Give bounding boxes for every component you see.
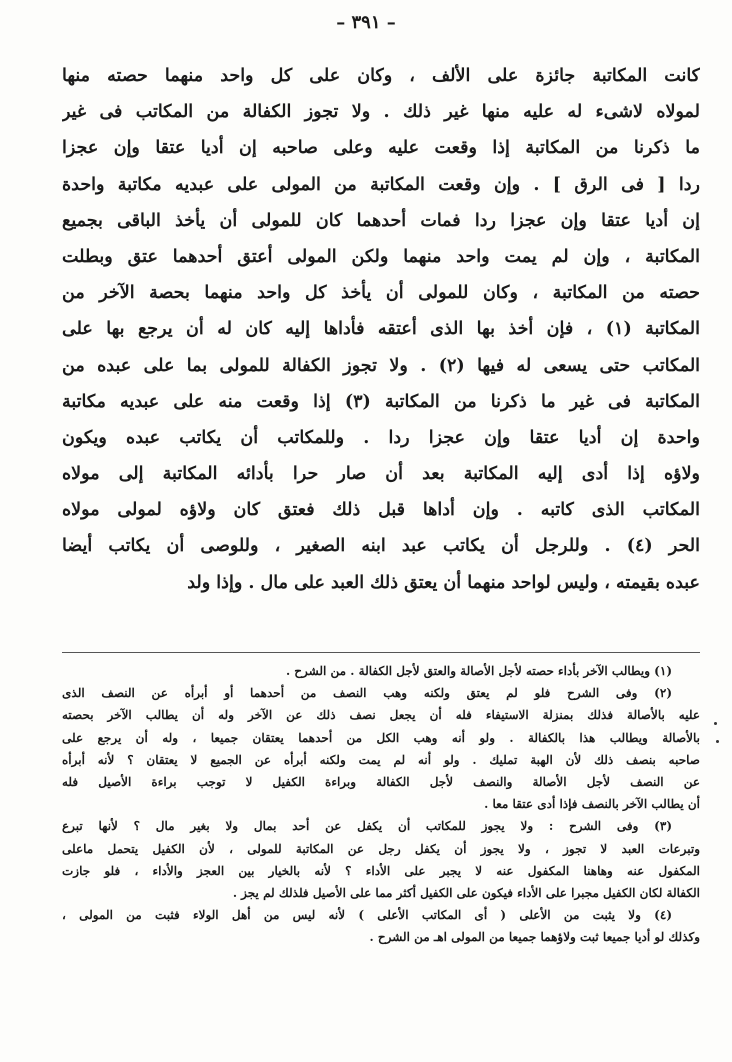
main-text-line: المكاتبة ، وإن لم يمت واحد منهما ولكن المولى أعتق أحدهما عتق وبطلت [62,246,700,267]
footnote-line: الكفالة لكان الكفيل مجبرا على الأداء فيكون على الكفيل أكثر مما على الأصيل فلذلك لم يجز . [232,885,700,900]
footnote-line: المكفول عنه وهاهنا المكفول عنه لا يجبر على الأداء ؟ لأنه بالخيار بين العجز والأداء ، فلو جازت [62,863,700,878]
main-text-line: المكاتب الذى كاتبه . وإن أداها قبل ذلك فعتق كان ولاؤه لمولى مولاه [62,500,700,521]
main-text-line: ما ذكرنا من المكاتبة إذا وقعت عليه وعلى صاحبه إن أديا عتقا وإن عجزا [62,138,700,159]
main-text-line: ردا [ فى الرق ] . وإن وقعت المكاتبة من المولى على عبديه مكاتبة واحدة [62,174,700,195]
footnotes-block [62,660,700,948]
footnote-line: أن يطالب الآخر بالنصف فإذا أدى عتقا معا . [484,797,700,812]
footnote-line: صاحبه بنصف ذلك لأن الهبة تمليك . ولو أنه لم يمت ولكنه أبرأه عن الجميع لا يعتقان ؟ لأنه أبرأه [62,752,700,767]
footnote-line: عن النصف لأجل الأصالة والنصف لأجل الكفالة وبراءة الكفيل لا توجب براءة الأصيل فله [62,774,700,789]
footnote-line: (٤) ولا يثبت من الأعلى ( أى المكاتب الأعلى ) لأنه ليس من أهل الولاء فثبت من المولى ، [62,908,672,923]
footnote-line: عليه بالأصالة فذلك بمنزلة الاستيفاء فله أن يجعل نصف ذلك عن الآخر وله أن يطالب الآخر بحصته [62,708,700,723]
page-number: – ٣٩١ – [336,12,396,33]
main-text-line: المكاتبة (١) ، فإن أخذ بها الذى أعتقه فأداها إليه كان له أن يرجع بها على [62,319,700,340]
main-text-line: إن أديا عتقا وإن عجزا ردا فمات أحدهما كان للمولى أن يأخذ الباقى بجميع [62,210,700,231]
footnote-line: بالأصالة ويطالب هذا بالكفالة . ولو أنه وهب الكل من أحدهما يعتقان جميعا ، وله أن يرجع على [62,730,700,745]
main-text-line: المكاتبة فى غير ما ذكرنا من المكاتبة (٣) إذا وقعت منه على عبديه مكاتبة [62,391,700,412]
main-text-line: الحر (٤) . وللرجل أن يكاتب عبد ابنه الصغير ، وللوصى أن يكاتب أيضا [62,536,700,557]
main-text-block [62,58,700,601]
footnote-line: وتبرعات العبد لا تجوز ، ولا يجوز أن يكفل رجل عن المكاتبة للمولى ، لأن الكفيل يتحمل ماعلى [62,841,700,856]
main-text-line: ولاؤه إذا أدى إليه المكاتبة بعد أن صار حرا بأدائه المكاتبة إلى مولاه [62,464,700,485]
footnote-line: (٣) وفى الشرح : ولا يجوز للمكاتب أن يكفل عن أحد بمال ولا بغير مال ؟ لأنها تبرع [62,819,672,834]
footnote-separator [62,652,700,653]
footnote-line: وكذلك لو أديا جميعا ثبت ولاؤهما جميعا من المولى اهـ من الشرح . [369,930,700,945]
footnote-line: (٢) وفى الشرح فلو لم يعتق ولكنه وهب النصف من أحدهما أو أبرأه عن النصف الذى [62,686,672,701]
main-text-line: عبده بقيمته ، وليس لواحد منهما أن يعتق ذلك العبد على مال . وإذا ولد [187,572,700,593]
margin-speck [716,740,719,743]
main-text-line: لمولاه لاشىء له عليه منها غير ذلك . ولا تجوز الكفالة من المكاتب فى غير [62,102,700,123]
footnote-line: (١) ويطالب الآخر بأداء حصته لأجل الأصالة والعتق لأجل الكفالة . من الشرح . [285,664,672,678]
main-text-line: المكاتب حتى يسعى له فيها (٢) . ولا تجوز الكفالة للمولى بما على عبده من [62,355,700,376]
main-text-line: كانت المكاتبة جائزة على الألف ، وكان على كل واحد منهما حصته منها [62,66,700,86]
main-text-line: واحدة إن أديا عتقا وإن عجزا ردا . وللمكاتب أن يكاتب عبده ويكون [62,427,700,448]
margin-speck [714,722,717,725]
main-text-line: حصته من المكاتبة ، وكان للمولى أن يأخذ كل واحد منهما بحصة الآخر من [62,283,700,304]
